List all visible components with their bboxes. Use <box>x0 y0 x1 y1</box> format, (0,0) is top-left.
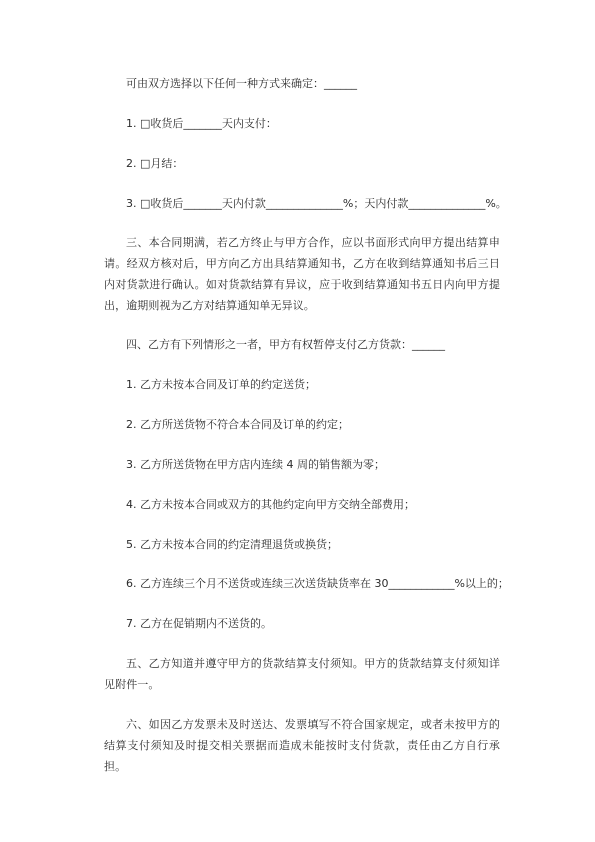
payment-option-3: 3. □收货后_______天内付款______________%；天内付款______________%。 <box>126 197 507 210</box>
clause-5-paragraph: 五、乙方知道并遵守甲方的货款结算支付须知。甲方的货款结算支付须知详见附件一。 <box>104 657 500 691</box>
clause-4-item-6: 6. 乙方连续三个月不送货或连续三次送货缺货率在 30____________%以上的； <box>126 577 509 590</box>
clause-4-item-2: 2. 乙方所送货物不符合本合同及订单的约定； <box>126 418 349 431</box>
payment-option-2: 2. □月结： <box>126 157 184 170</box>
payment-option-1: 1. □收货后_______天内支付： <box>126 117 277 130</box>
clause-4-item-4: 4. 乙方未按本合同或双方的其他约定向甲方交纳全部费用； <box>126 498 415 511</box>
clause-6-paragraph: 六、如因乙方发票未及时送达、发票填写不符合国家规定，或者未按甲方的结算支付须知及时提交相关票据而造成未能按时支付货款，责任由乙方自行承担。 <box>104 718 500 773</box>
clause-4-item-1: 1. 乙方未按本合同及订单的约定送货； <box>126 378 316 391</box>
clause-4-heading: 四、乙方有下列情形之一者，甲方有权暂停支付乙方货款：______ <box>126 338 445 351</box>
clause-4-item-3: 3. 乙方所送货物在甲方店内连续 4 周的销售额为零； <box>126 458 385 471</box>
clause-4-item-7: 7. 乙方在促销期内不送货的。 <box>126 617 272 630</box>
payment-method-intro: 可由双方选择以下任何一种方式来确定：______ <box>126 77 357 90</box>
clause-4-item-5: 5. 乙方未按本合同的约定清理退货或换货； <box>126 538 338 551</box>
clause-3-paragraph: 三、本合同期满，若乙方终止与甲方合作，应以书面形式向甲方提出结算申请。经双方核对后，甲方向乙方出具结算通知书，乙方在收到结算通知书后三日内对货款进行确认。如对货款结算有异议，应于收到结算通知书五日内向甲方提出，逾期则视为乙方对结算通知单无异议。 <box>104 236 500 312</box>
